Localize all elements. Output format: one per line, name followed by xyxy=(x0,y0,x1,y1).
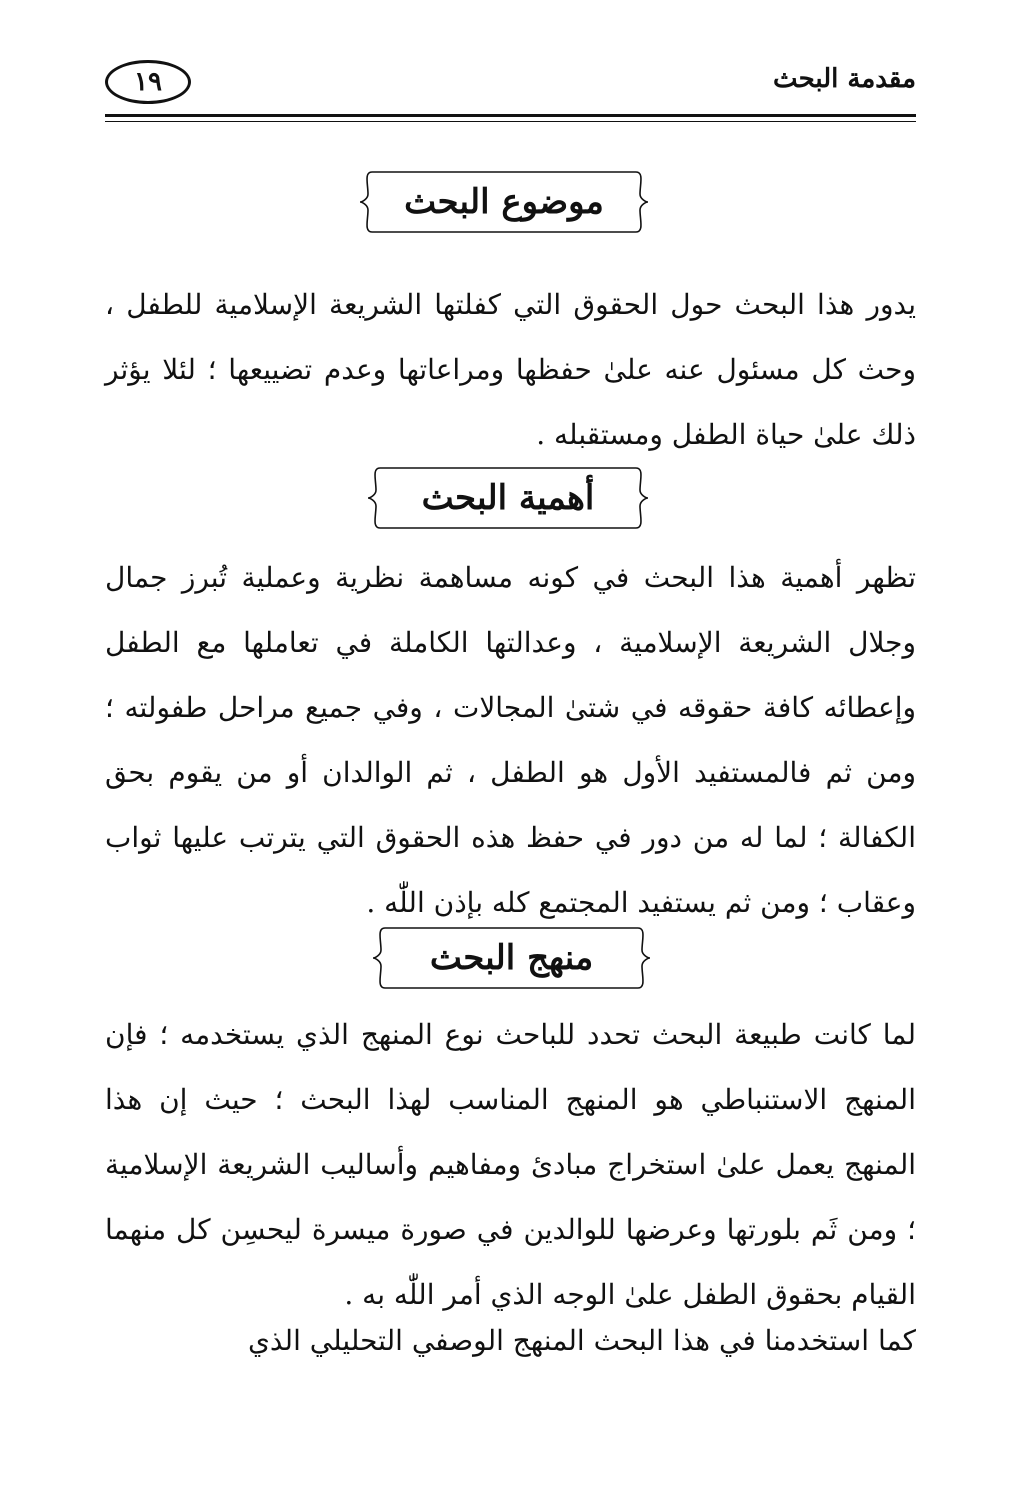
section-title-frame xyxy=(371,924,652,992)
paragraph: يدور هذا البحث حول الحقوق التي كفلتها الشريعة الإسلامية للطفل ، وحث كل مسئول عنه علىٰ حفظها ومراعاتها وعدم تضييعها ؛ لئلا يؤثر ذلك علىٰ حياة الطفل ومستقبله . xyxy=(105,288,917,451)
section-title: أهمية البحث xyxy=(421,478,595,518)
page-number: ١٩ xyxy=(105,60,191,104)
header-rule-thick xyxy=(105,114,916,117)
paragraph: تظهر أهمية هذا البحث في كونه مساهمة نظرية وعملية تُبرز جمال وجلال الشريعة الإسلامية ، وعدالتها الكاملة في تعاملها مع الطفل وإعطائه كافة حقوقه في شتىٰ المجالات ، وفي جميع مراحل طفولته ؛ ومن ثم فالمستفيد الأول هو الطفل ، ثم الوالدان أو من يقوم بحق الكفالة ؛ لما له من دور في حفظ هذه الحقوق التي يترتب عليها ثواب وعقاب ؛ ومن ثم يستفيد المجتمع كله بإذن اللّٰه . xyxy=(105,561,916,919)
page-header xyxy=(105,60,916,110)
section-title-frame xyxy=(366,464,650,532)
header-rule-thin xyxy=(105,121,916,122)
paragraph: لما كانت طبيعة البحث تحدد للباحث نوع المنهج الذي يستخدمه ؛ فإن المنهج الاستنباطي هو المنهج المناسب لهذا البحث ؛ حيث إن هذا المنهج يعمل علىٰ استخراج مبادئ ومفاهيم وأساليب الشريعة الإسلامية ؛ ومن ثَم بلورتها وعرضها للوالدين في صورة ميسرة ليحسِن كل منهما القيام بحقوق الطفل علىٰ الوجه الذي أمر اللّٰه به . xyxy=(105,1018,916,1311)
section-title: موضوع البحث xyxy=(404,182,604,222)
section-title: منهج البحث xyxy=(429,938,594,978)
paragraph: كما استخدمنا في هذا البحث المنهج الوصفي التحليلي الذي xyxy=(247,1324,916,1357)
running-title: مقدمة البحث xyxy=(773,64,916,94)
section-title-frame xyxy=(358,168,650,236)
